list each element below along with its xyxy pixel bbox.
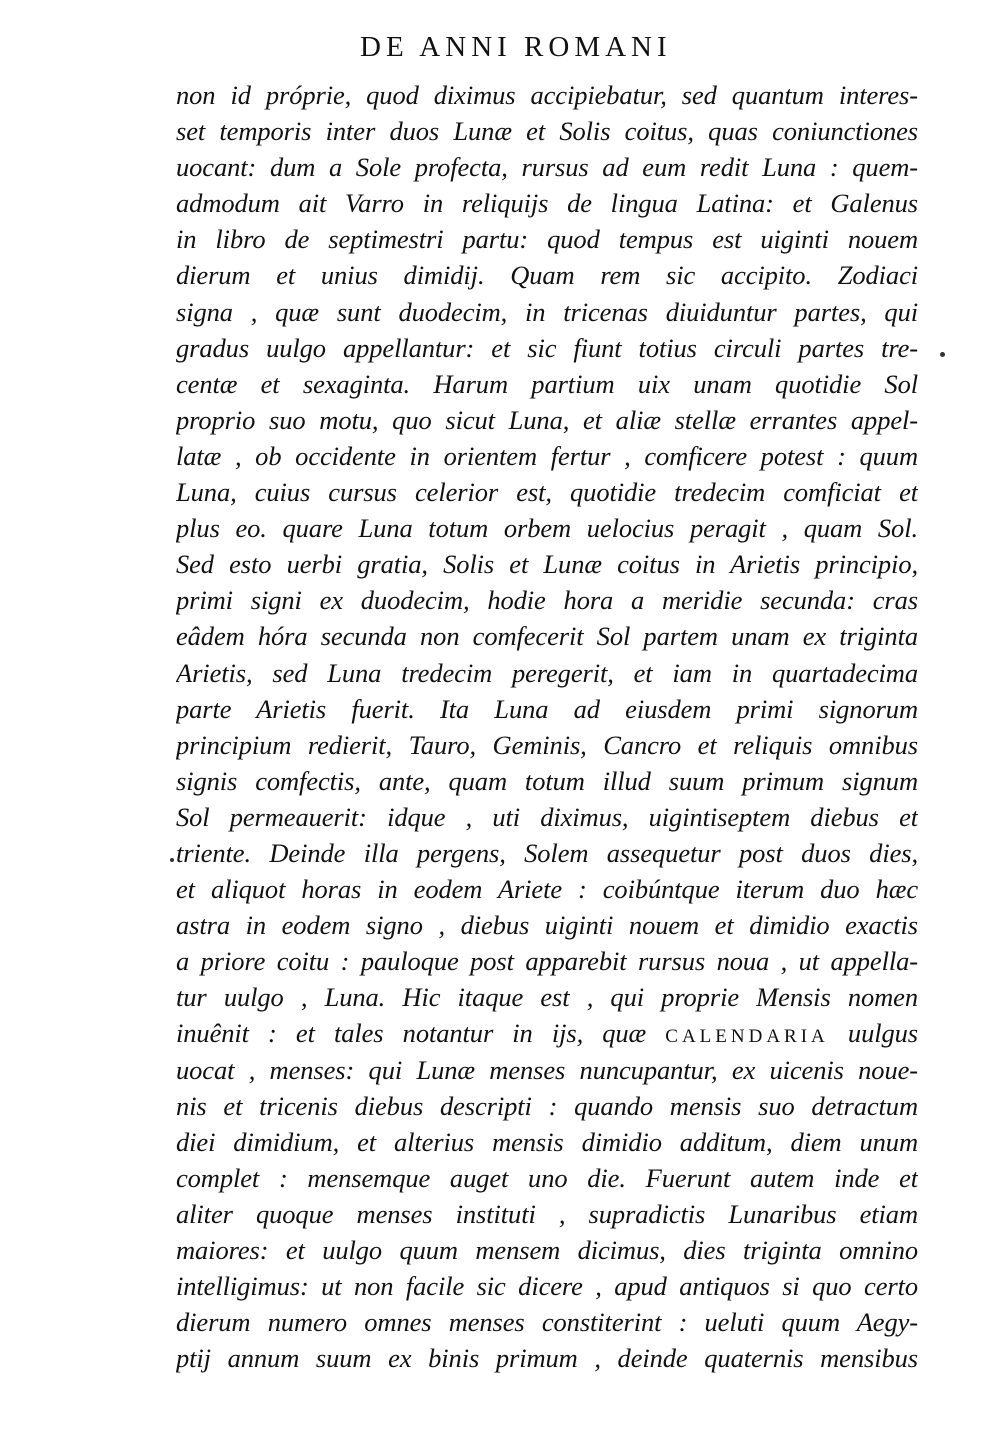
text-line: gradus uulgo appellantur: et sic fiunt totius circuli partes tre-: [176, 332, 918, 363]
text-line: tur uulgo , Luna. Hic itaque est , qui proprie Mensis nomen: [176, 982, 918, 1013]
text-line: dierum et unius dimidij. Quam rem sic accipito. Zodiaci: [176, 260, 918, 291]
text-line: parte Arietis fuerit. Ita Luna ad eiusdem primi signorum: [176, 693, 918, 724]
text-line: triente. Deinde illa pergens, Solem assequetur post duos dies,: [176, 837, 918, 868]
text-line: maiores: et uulgo quum mensem dicimus, dies triginta omnino: [176, 1235, 918, 1265]
margin-dot: [170, 858, 174, 862]
text-line: complet : mensemque auget uno die. Fuerunt autem inde et: [176, 1162, 918, 1193]
margin-dot: [940, 352, 945, 357]
text-line: centæ et sexaginta. Harum partium uix unam quotidie Sol: [176, 368, 918, 399]
text-line: aliter quoque menses instituti , supradictis Lunaribus etiam: [176, 1198, 918, 1229]
text-line: primi signi ex duodecim, hodie hora a meridie secunda: cras: [176, 585, 918, 616]
text-line: set temporis inter duos Lunæ et Solis coitus, quas coniunctiones: [176, 116, 918, 147]
text-line: signis comfectis, ante, quam totum illud suum primum signum: [176, 765, 918, 796]
text-line: uocant: dum a Sole profecta, rursus ad eum redit Luna : quem-: [176, 152, 918, 183]
small-caps-word: CALENDARIA: [665, 1026, 829, 1048]
text-line: diei dimidium, et alterius mensis dimidio additum, diem unum: [176, 1126, 918, 1157]
text-line: et aliquot horas in eodem Ariete : coibúntque iterum duo hæc: [176, 874, 918, 905]
body-text: [176, 77, 918, 1376]
text-line: eâdem hóra secunda non comfecerit Sol partem unam ex triginta: [176, 621, 918, 652]
text-line: intelligimus: ut non facile sic dicere , apud antiquos si quo certo: [176, 1271, 918, 1302]
text-line: latæ , ob occidente in orientem fertur , comficere potest : quum: [176, 440, 918, 471]
text-line: inuênit : et tales notantur in ijs, quæ CALENDARIA uulgus: [176, 1018, 918, 1049]
text-line: proprio suo motu, quo sicut Luna, et aliæ stellæ errantes appel-: [176, 404, 918, 435]
text-line: non id próprie, quod diximus accipiebatur, sed quantum interes-: [176, 80, 918, 110]
text-line: nis et tricenis diebus descripti : quando mensis suo detractum: [176, 1090, 918, 1121]
text-line: Sol permeauerit: idque , uti diximus, uigintiseptem diebus et: [176, 801, 918, 832]
running-head: DE ANNI ROMANI: [360, 31, 672, 63]
text-line: Arietis, sed Luna tredecim peregerit, et iam in quartadecima: [176, 657, 918, 688]
text-line: principium redierit, Tauro, Geminis, Cancro et reliquis omnibus: [176, 729, 918, 760]
text-line: uocat , menses: qui Lunæ menses nuncupantur, ex uicenis noue-: [176, 1054, 918, 1085]
text-line: ptij annum suum ex binis primum , deinde quaternis mensibus: [176, 1343, 918, 1374]
text-line: dierum numero omnes menses constiterint : ueluti quum Aegy-: [176, 1307, 918, 1338]
text-line: in libro de septimestri partu: quod tempus est uiginti nouem: [176, 224, 918, 255]
text-line: admodum ait Varro in reliquijs de lingua Latina: et Galenus: [176, 188, 918, 219]
text-line: plus eo. quare Luna totum orbem uelocius peragit , quam Sol.: [176, 513, 918, 544]
text-line: signa , quæ sunt duodecim, in tricenas diuiduntur partes, qui: [176, 296, 918, 327]
text-line: astra in eodem signo , diebus uiginti nouem et dimidio exactis: [176, 910, 918, 941]
text-line: Luna, cuius cursus celerior est, quotidie tredecim comficiat et: [176, 477, 918, 508]
text-line: a priore coitu : pauloque post apparebit rursus noua , ut appella-: [176, 946, 918, 977]
text-line: Sed esto uerbi gratia, Solis et Lunæ coitus in Arietis principio,: [176, 549, 918, 580]
